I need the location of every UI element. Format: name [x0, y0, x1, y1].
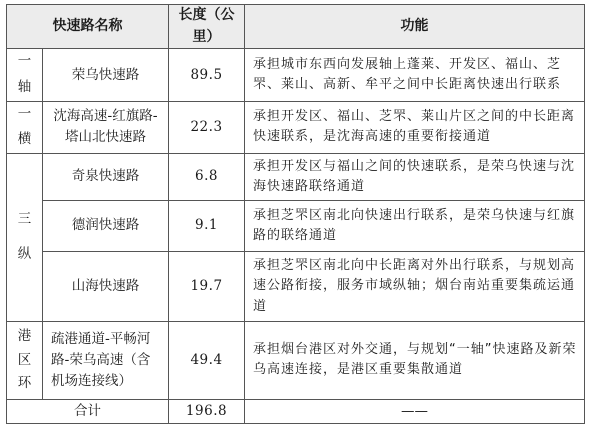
row-name: 沈海高速-红旗路-塔山北快速路 [43, 101, 169, 153]
row-length: 22.3 [169, 101, 245, 153]
group-label-text: 港区环 [17, 328, 32, 392]
row-length: 9.1 [169, 200, 245, 251]
total-row [7, 399, 585, 423]
expressway-table [6, 4, 585, 424]
row-name: 疏港通道-平畅河路-荣乌高速（含机场连接线） [43, 321, 169, 399]
table-row [7, 200, 585, 251]
total-label: 合计 [7, 399, 169, 423]
group-label [7, 153, 43, 321]
group-label [7, 321, 43, 399]
row-name: 荣乌快速路 [43, 49, 169, 101]
row-function: 承担开发区、福山、芝罘、莱山片区之间的中长距离快速联系，是沈海高速的重要衔接通道 [245, 101, 585, 153]
group-label-text: 三纵 [17, 211, 32, 263]
group-label [7, 49, 43, 101]
header-name: 快速路名称 [7, 5, 169, 49]
row-name: 奇泉快速路 [43, 153, 169, 200]
row-function: 承担开发区与福山之间的快速联系，是荣乌快速与沈海快速路联络通道 [245, 153, 585, 200]
total-length: 196.8 [169, 399, 245, 423]
table-row [7, 49, 585, 101]
table-row [7, 153, 585, 200]
table-row [7, 101, 585, 153]
row-name: 德润快速路 [43, 200, 169, 251]
row-length: 6.8 [169, 153, 245, 200]
total-function: —— [245, 399, 585, 423]
row-name: 山海快速路 [43, 251, 169, 321]
group-label [7, 101, 43, 153]
group-label-text: 一轴 [17, 53, 32, 96]
row-function: 承担城市东西向发展轴上蓬莱、开发区、福山、芝罘、莱山、高新、牟平之间中长距离快速出行联系 [245, 49, 585, 101]
row-length: 49.4 [169, 321, 245, 399]
table-row [7, 321, 585, 399]
row-length: 89.5 [169, 49, 245, 101]
header-row [7, 5, 585, 49]
table-row [7, 251, 585, 321]
row-length: 19.7 [169, 251, 245, 321]
header-length: 长度（公里） [169, 5, 245, 49]
row-function: 承担烟台港区对外交通，与规划“一轴”快速路及新荣乌高速连接，是港区重要集散通道 [245, 321, 585, 399]
table-container [6, 4, 584, 419]
row-function: 承担芝罘区南北向中长距离对外出行联系，与规划高速公路衔接，服务市域纵轴；烟台南站重要集疏运通道 [245, 251, 585, 321]
header-function: 功能 [245, 5, 585, 49]
group-label-text: 一横 [17, 105, 32, 148]
row-function: 承担芝罘区南北向快速出行联系，是荣乌快速与红旗路的联络通道 [245, 200, 585, 251]
